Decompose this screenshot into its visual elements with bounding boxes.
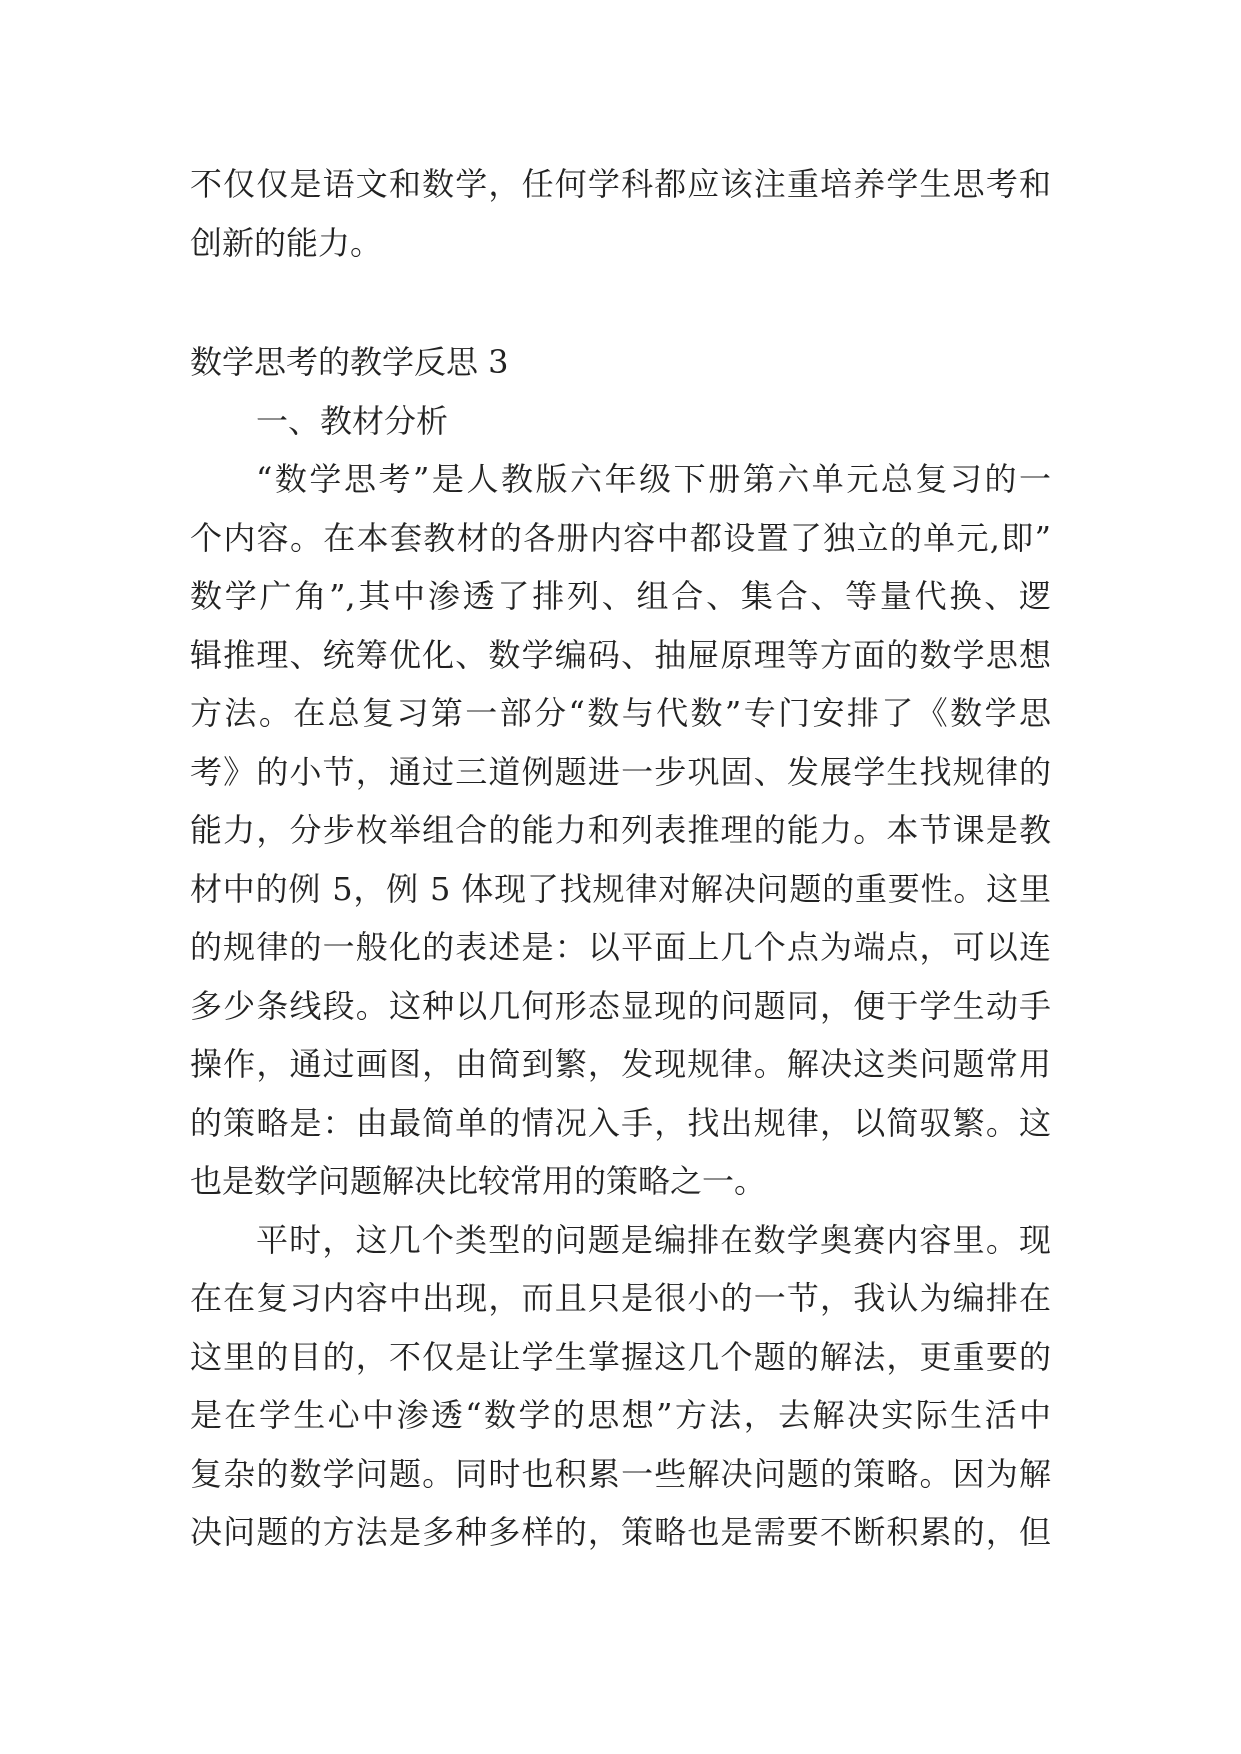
- document-body: [190, 155, 1051, 1562]
- paragraph-line: 复杂的数学问题。同时也积累一些解决问题的策略。因为解: [190, 1454, 1051, 1493]
- paragraph-line: 数学广角”,其中渗透了排列、组合、集合、等量代换、逻: [190, 577, 1051, 615]
- paragraph-line: 能力，分步枚举组合的能力和列表推理的能力。本节课是教: [190, 811, 1051, 849]
- paragraph-textbook-analysis: [190, 450, 1051, 1211]
- paragraph-line: 的规律的一般化的表述是：以平面上几个点为端点，可以连: [190, 928, 1051, 966]
- paragraph-line: 这里的目的，不仅是让学生掌握这几个题的解法，更重要的: [190, 1337, 1051, 1376]
- paragraph-line: 考》的小节，通过三道例题进一步巩固、发展学生找规律的: [190, 752, 1051, 791]
- paragraph-line: 决问题的方法是多种多样的，策略也是需要不断积累的，但: [190, 1513, 1051, 1551]
- paragraph-line: “数学思考”是人教版六年级下册第六单元总复习的一: [256, 460, 1051, 498]
- paragraph-line: 个内容。在本套教材的各册内容中都设置了独立的单元,即”: [190, 518, 1051, 557]
- paragraph-line: 不仅仅是语文和数学，任何学科都应该注重培养学生思考和: [190, 165, 1051, 203]
- continuation-paragraph: [190, 155, 1051, 272]
- paragraph-line: 操作，通过画图，由简到繁，发现规律。解决这类问题常用: [190, 1045, 1051, 1083]
- section-title: 数学思考的教学反思 3: [190, 343, 509, 381]
- paragraph-line: 材中的例 5，例 5 体现了找规律对解决问题的重要性。这里: [190, 869, 1051, 908]
- paragraph-line: 多少条线段。这种以几何形态显现的问题同，便于学生动手: [190, 986, 1051, 1025]
- paragraph-line: 辑推理、统筹优化、数学编码、抽屉原理等方面的数学思想: [190, 635, 1051, 674]
- paragraph-purpose: [190, 1211, 1051, 1562]
- paragraph-line: 是在学生心中渗透“数学的思想”方法，去解决实际生活中: [190, 1396, 1051, 1434]
- subsection-title: 一、教材分析: [256, 401, 449, 440]
- paragraph-line: 平时，这几个类型的问题是编排在数学奥赛内容里。现: [256, 1220, 1051, 1259]
- paragraph-line: 方法。在总复习第一部分“数与代数”专门安排了《数学思: [190, 694, 1051, 732]
- paragraph-line: 创新的能力。: [190, 223, 383, 262]
- paragraph-line: 也是数学问题解决比较常用的策略之一。: [190, 1162, 767, 1200]
- paragraph-line: 的策略是：由最简单的情况入手，找出规律，以简驭繁。这: [190, 1103, 1051, 1142]
- paragraph-line: 在在复习内容中出现，而且只是很小的一节，我认为编排在: [190, 1279, 1051, 1317]
